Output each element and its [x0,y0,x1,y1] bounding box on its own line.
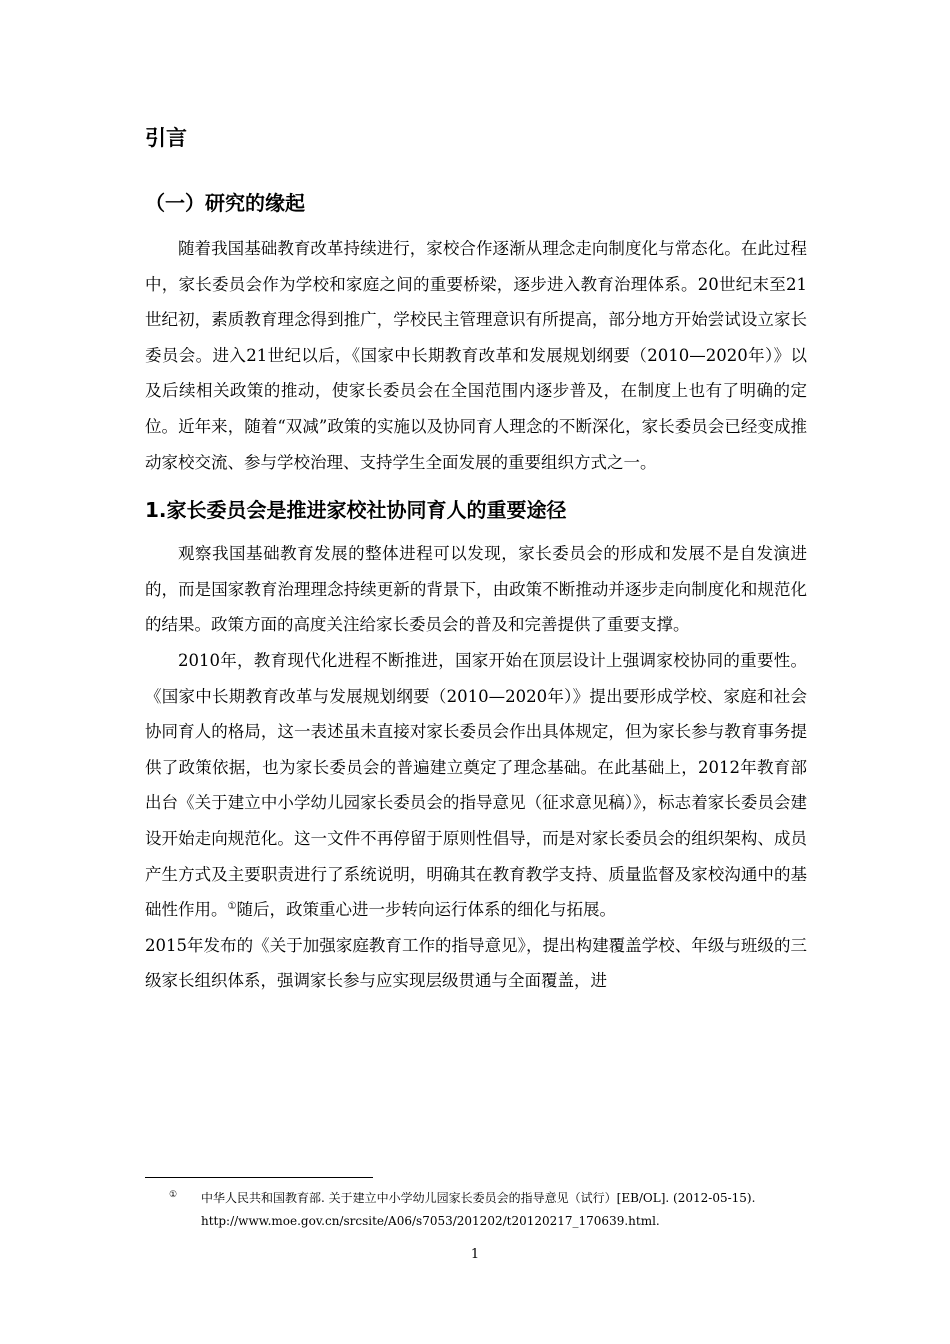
section-heading: （一）研究的缘起 [145,191,305,215]
paragraph-2-text-after-note: 随后，政策重心进一步转向运行体系的细化与拓展。 [236,900,616,920]
body-paragraph-2 [145,643,807,928]
footnote-reference[interactable]: ① [227,901,237,913]
subsection-heading: 1.家长委员会是推进家校社协同育人的重要途径 [145,498,567,523]
footnote-divider [145,1177,373,1178]
footnote-mark: ① [169,1190,178,1200]
page-title: 引言 [145,126,187,150]
document-body [145,118,807,999]
footnote [145,1187,807,1233]
body-paragraph-1: 观察我国基础教育发展的整体进程可以发现，家长委员会的形成和发展不是自发演进的，而是国家教育治理理念持续更新的背景下，由政策不断推动并逐步走向制度化和规范化的结果。政策方面的高度关注给家长委员会的普及和完善提供了重要支撑。 [145,544,807,635]
section-paragraph: 随着我国基础教育改革持续进行，家校合作逐渐从理念走向制度化与常态化。在此过程中，家长委员会作为学校和家庭之间的重要桥梁，逐步进入教育治理体系。20世纪末至21世纪初，素质教育理念得到推广，学校民主管理意识有所提高，部分地方开始尝试设立家长委员会。进入21世纪以后，《国家中长期教育改革和发展规划纲要（2010—2020年）》以及后续相关政策的推动，使家长委员会在全国范围内逐步普及，在制度上也有了明确的定位。近年来，随着“双减”政策的实施以及协同育人理念的不断深化，家长委员会已经变成推动家校交流、参与学校治理、支持学生全面发展的重要组织方式之一。 [145,239,807,472]
footnote-text: 中华人民共和国教育部. 关于建立中小学幼儿园家长委员会的指导意见（试行）[EB/OL]. (2012-05-15). http://www.moe.gov.cn/srcsite/A06/s7053/201202/t20120217_170639.html. [201,1191,756,1228]
page-number: 1 [470,1247,480,1262]
body-paragraph-3: 2015年发布的《关于加强家庭教育工作的指导意见》，提出构建覆盖学校、年级与班级的三级家长组织体系，强调家长参与应实现层级贯通与全面覆盖，进 [145,935,807,991]
paragraph-2-text-before-note: 2010年，教育现代化进程不断推进，国家开始在顶层设计上强调家校协同的重要性。《国家中长期教育改革与发展规划纲要（2010—2020年）》提出要形成学校、家庭和社会协同育人的格局，这一表述虽未直接对家长委员会作出具体规定，但为家长参与教育事务提供了政策依据，也为家长委员会的普遍建立奠定了理念基础。在此基础上，2012年教育部出台《关于建立中小学幼儿园家长委员会的指导意见（征求意见稿）》，标志着家长委员会建设开始走向规范化。这一文件不再停留于原则性倡导，而是对家长委员会的组织架构、成员产生方式及主要职责进行了系统说明，明确其在教育教学支持、质量监督及家校沟通中的基础性作用。 [145,650,807,920]
